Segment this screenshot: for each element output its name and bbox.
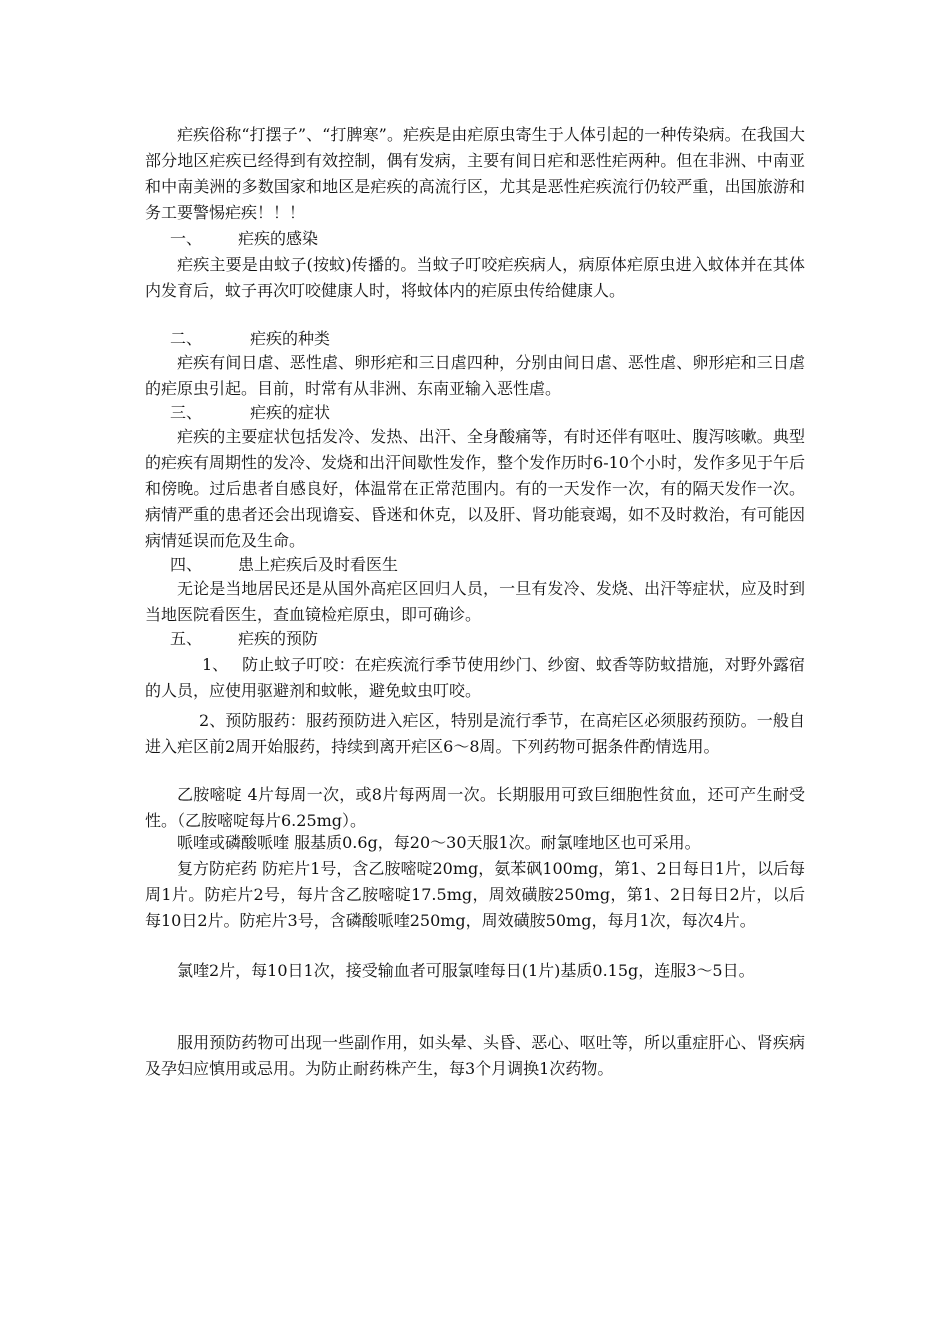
section-number: 三、 bbox=[170, 403, 203, 422]
section-heading-doctor bbox=[170, 552, 770, 578]
prevention-item-1 bbox=[145, 652, 805, 704]
section-heading-types bbox=[170, 326, 770, 352]
section-heading-symptoms bbox=[170, 400, 770, 426]
section-heading-infection bbox=[170, 226, 770, 252]
section-title: 疟疾的症状 bbox=[250, 403, 331, 422]
drug-pyrimethamine: 乙胺嘧啶 4片每周一次，或8片每两周一次。长期服用可致巨细胞性贫血，还可产生耐受性。（乙胺嘧啶每片6.25mg）。 bbox=[145, 785, 805, 830]
drug-compound: 复方防疟药 防疟片1号，含乙胺嘧啶20mg，氨苯砜100mg，第1、2日每日1片，以后每周1片。防疟片2号，每片含乙胺嘧啶17.5mg，周效磺胺250mg，第1、2日每日2片，以后每10日2片。防疟片3号，含磷酸哌喹250mg，周效磺胺50mg，每月1次，每次4片。 bbox=[145, 859, 805, 930]
section-title: 疟疾的预防 bbox=[238, 629, 319, 648]
section-number: 二、 bbox=[170, 329, 203, 348]
infection-paragraph: 疟疾主要是由蚊子(按蚊)传播的。当蚊子叮咬疟疾病人，病原体疟原虫进入蚊体并在其体内发育后，蚊子再次叮咬健康人时，将蚊体内的疟原虫传给健康人。 bbox=[145, 255, 805, 300]
prevention-item-2: 2、预防服药：服药预防进入疟区，特别是流行季节，在高疟区必须服药预防。一般自进入疟区前2周开始服药，持续到离开疟区6～8周。下列药物可据条件酌情选用。 bbox=[145, 711, 805, 756]
side-effects-note: 服用预防药物可出现一些副作用，如头晕、头昏、恶心、呕吐等，所以重症肝心、肾疾病及孕妇应慎用或忌用。为防止耐药株产生，每3个月调换1次药物。 bbox=[145, 1033, 805, 1078]
item-number: 1、 bbox=[202, 655, 229, 674]
symptoms-paragraph: 疟疾的主要症状包括发冷、发热、出汗、全身酸痛等，有时还伴有呕吐、腹泻咳嗽。典型的疟疾有周期性的发冷、发烧和出汗间歇性发作，整个发作历时6-10个小时，发作多见于午后和傍晚。过后患者自感良好，体温常在正常范围内。有的一天发作一次，有的隔天发作一次。病情严重的患者还会出现谵妄、昏迷和休克，以及肝、肾功能衰竭，如不及时救治，有可能因病情延误而危及生命。 bbox=[145, 427, 805, 550]
section-number: 四、 bbox=[170, 555, 203, 574]
doctor-paragraph: 无论是当地居民还是从国外高疟区回归人员，一旦有发冷、发烧、出汗等症状，应及时到当地医院看医生，查血镜检疟原虫，即可确诊。 bbox=[145, 579, 805, 624]
drug-chloroquine: 氯喹2片，每10日1次，接受输血者可服氯喹每日(1片)基质0.15g，连服3～5日。 bbox=[177, 961, 755, 980]
section-title: 疟疾的种类 bbox=[250, 329, 331, 348]
section-number: 五、 bbox=[170, 629, 203, 648]
section-number: 一、 bbox=[170, 229, 203, 248]
section-heading-prevention bbox=[170, 626, 770, 652]
section-title: 疟疾的感染 bbox=[238, 229, 319, 248]
section-title: 患上疟疾后及时看医生 bbox=[238, 555, 399, 574]
drug-piperaquine: 哌喹或磷酸哌喹 服基质0.6g，每20～30天服1次。耐氯喹地区也可采用。 bbox=[177, 833, 701, 852]
types-paragraph: 疟疾有间日虐、恶性虐、卵形疟和三日虐四种，分别由间日虐、恶性虐、卵形疟和三日虐的疟原虫引起。目前，时常有从非洲、东南亚输入恶性虐。 bbox=[145, 353, 805, 398]
intro-paragraph: 疟疾俗称“打摆子”、“打脾寒”。疟疾是由疟原虫寄生于人体引起的一种传染病。在我国大部分地区疟疾已经得到有效控制，偶有发病，主要有间日疟和恶性疟两种。但在非洲、中南亚和中南美洲的多数国家和地区是疟疾的高流行区，尤其是恶性疟疾流行仍较严重，出国旅游和务工要警惕疟疾！！！ bbox=[145, 125, 805, 222]
item-text: 防止蚊子叮咬：在疟疾流行季节使用纱门、纱窗、蚊香等防蚊措施，对野外露宿的人员，应使用驱避剂和蚊帐，避免蚊虫叮咬。 bbox=[145, 655, 805, 700]
